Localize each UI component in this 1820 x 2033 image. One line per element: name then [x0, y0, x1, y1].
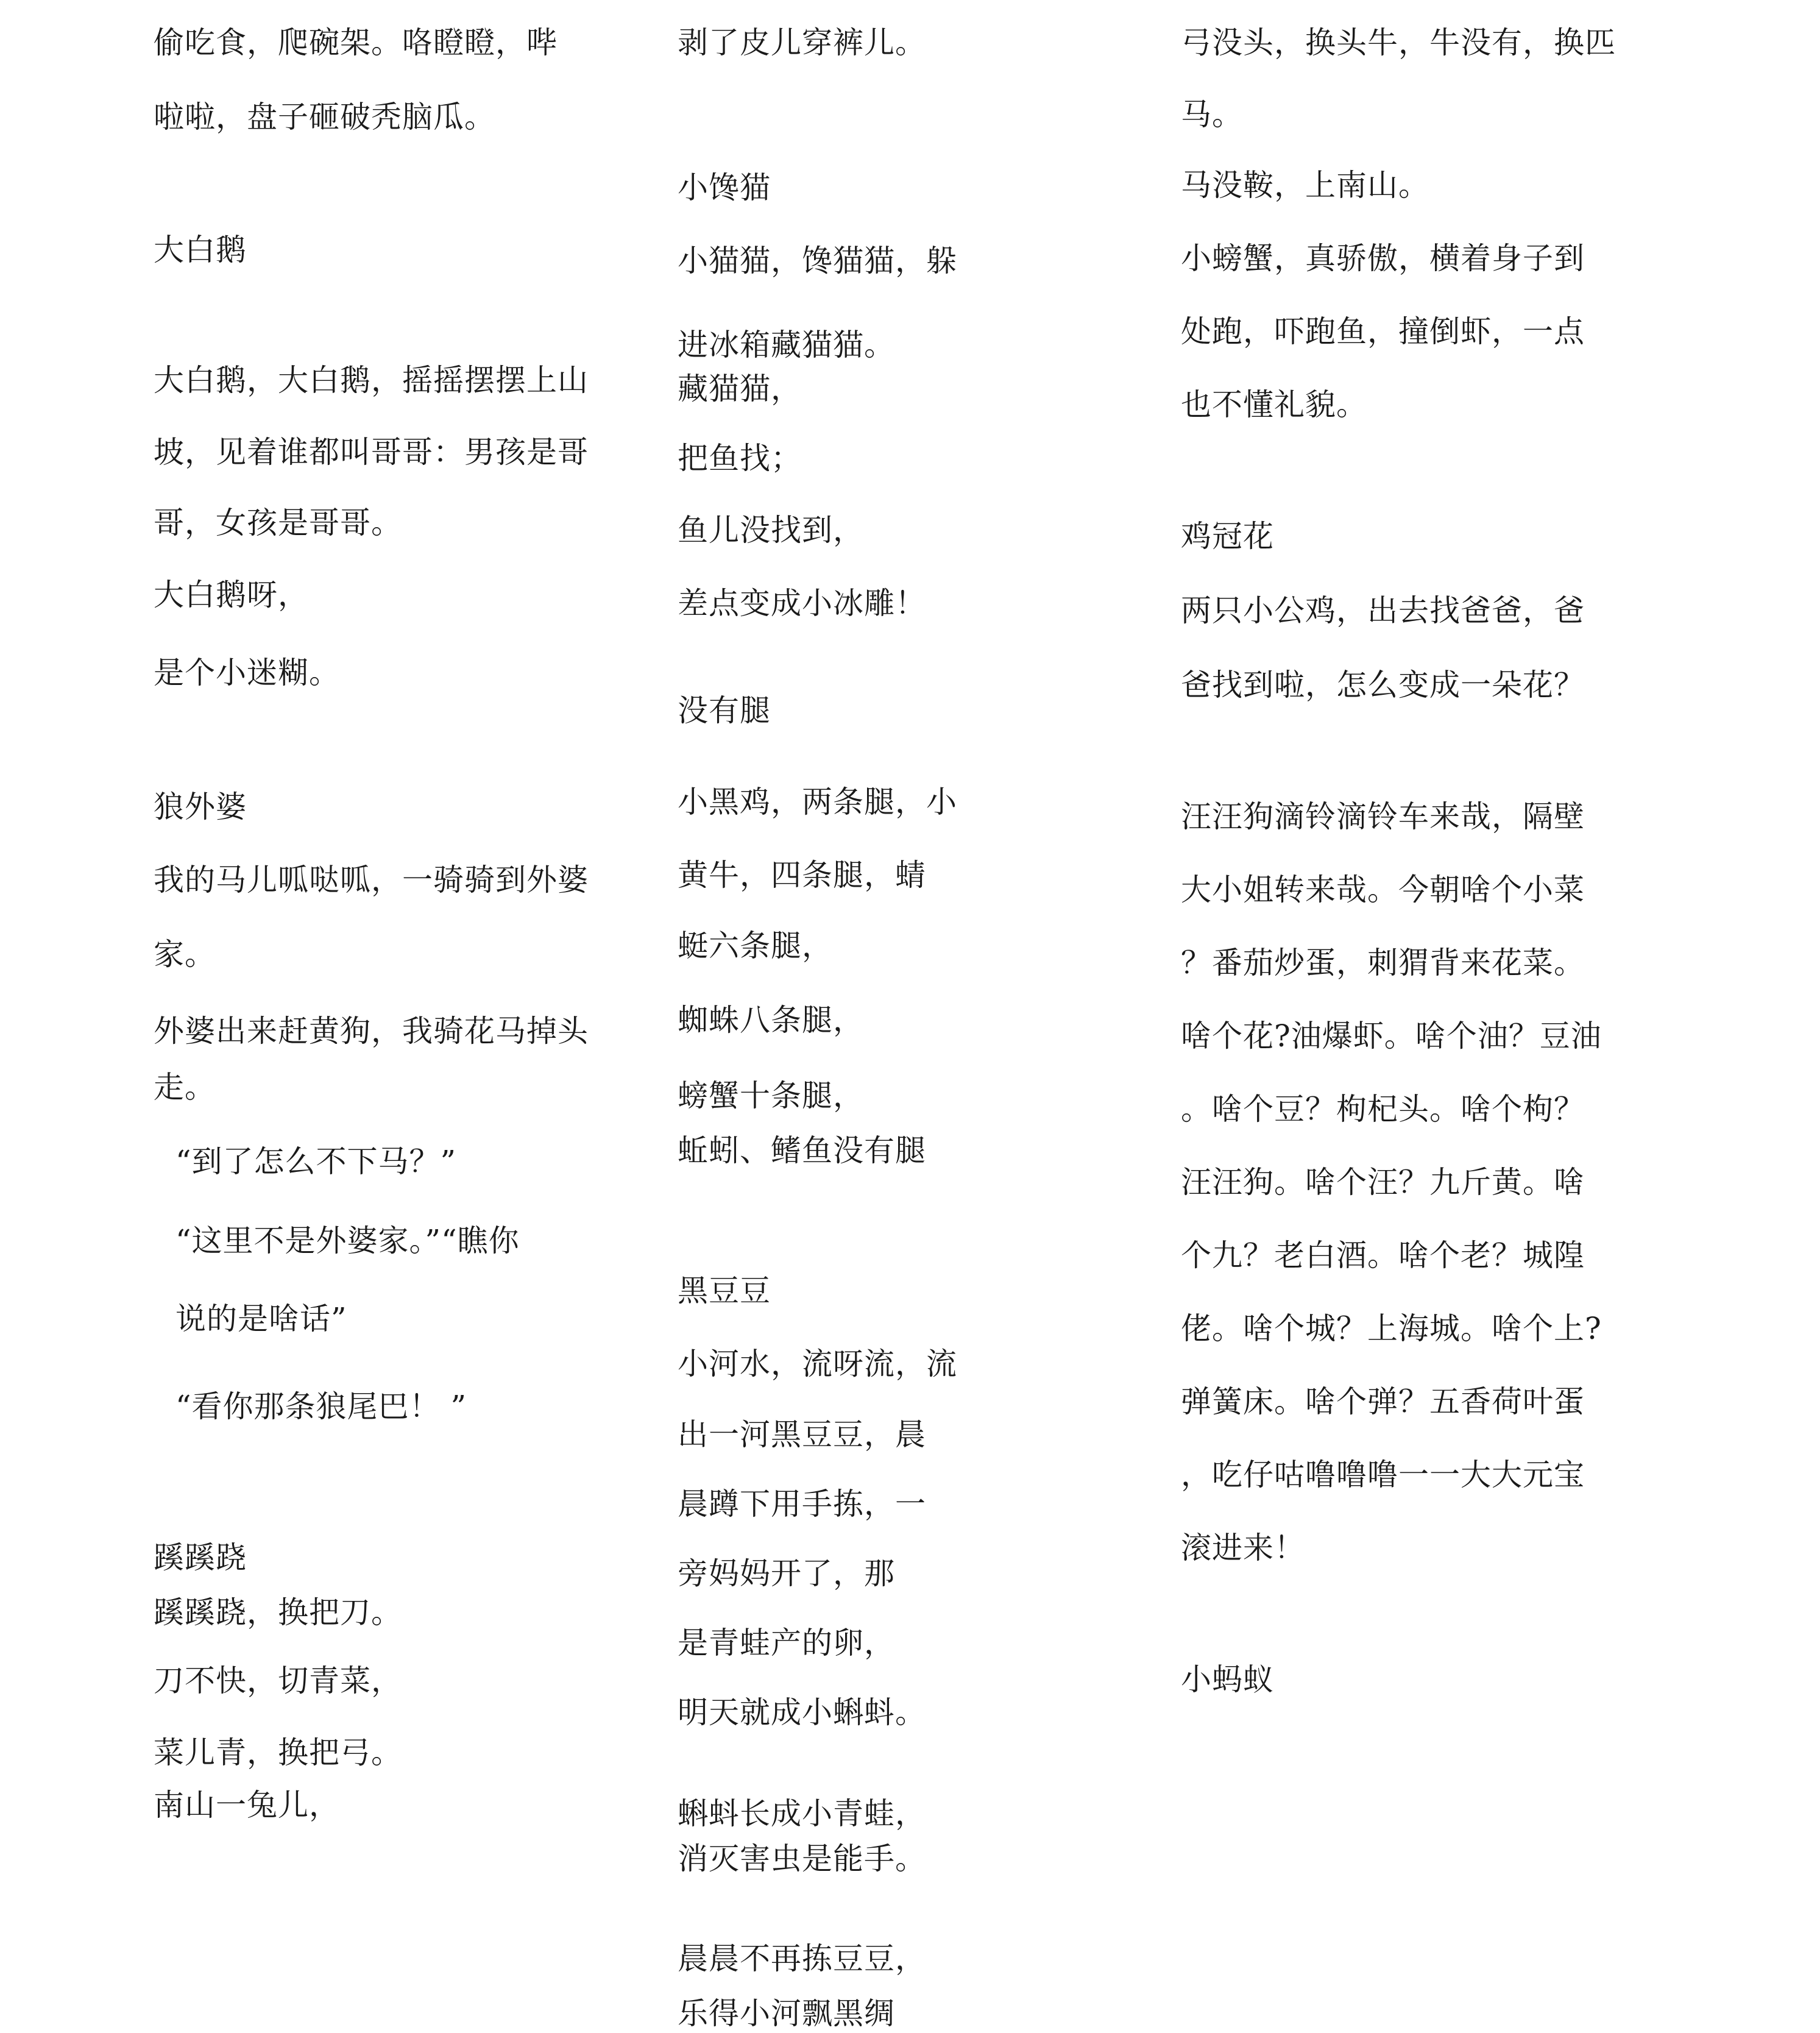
text-line: 是个小迷糊。: [154, 655, 340, 690]
text-line: “看你那条狼尾巴！ ”: [175, 1389, 467, 1424]
text-line: 哥，女孩是哥哥。: [154, 505, 402, 541]
text-line: 大小姐转来哉。今朝啥个小菜: [1181, 872, 1585, 907]
text-line: 啥个花?油爆虾。啥个油？豆油: [1181, 1018, 1602, 1054]
text-line: 乐得小河飘黑绸: [678, 1996, 895, 2031]
poem-title: 黑豆豆: [678, 1273, 771, 1308]
text-line: 差点变成小冰雕！: [678, 586, 926, 621]
text-line: 消灭害虫是能手。: [678, 1841, 926, 1876]
text-line: 两只小公鸡，出去找爸爸，爸: [1181, 593, 1585, 628]
text-line: 蚯蚓、鳍鱼没有腿: [678, 1133, 926, 1168]
text-line: 南山一兔儿，: [154, 1787, 340, 1823]
text-line: 剥了皮儿穿裤儿。: [678, 25, 926, 60]
poem-title: 蹊蹊跷: [154, 1540, 247, 1575]
text-line: 晨晨不再拣豆豆，: [678, 1941, 926, 1976]
text-line: 螃蟹十条腿，: [678, 1078, 864, 1113]
text-line: 进冰箱藏猫猫。: [678, 327, 895, 363]
text-line: 鱼儿没找到，: [678, 513, 864, 548]
text-line: “到了怎么不下马？”: [175, 1144, 457, 1179]
text-line: 小螃蟹，真骄傲，横着身子到: [1181, 241, 1585, 276]
text-line: 处跑，吓跑鱼，撞倒虾，一点: [1181, 314, 1585, 349]
text-line: 走。: [154, 1070, 216, 1105]
text-line: 滚进来！: [1181, 1530, 1305, 1566]
text-line: 也不懂礼貌。: [1181, 387, 1367, 422]
text-line: 家。: [154, 937, 216, 972]
text-line: 马没鞍，上南山。: [1181, 168, 1429, 203]
text-line: ，吃仔咕噜噜噜一一大大元宝: [1181, 1457, 1585, 1492]
text-line: 把鱼找；: [678, 441, 802, 476]
text-line: 。啥个豆？枸杞头。啥个枸？: [1181, 1091, 1585, 1127]
text-line: 黄牛，四条腿，蜻: [678, 857, 926, 893]
text-line: 啦啦，盘子砸破秃脑瓜。: [154, 99, 495, 135]
text-line: 蜓六条腿，: [678, 928, 833, 963]
text-line: 外婆出来赶黄狗，我骑花马掉头: [154, 1013, 589, 1049]
text-line: 爸找到啦，怎么变成一朵花？: [1181, 667, 1585, 703]
text-line: 佬。啥个城？上海城。啥个上?: [1181, 1311, 1602, 1346]
text-line: 旁妈妈开了，那: [678, 1556, 895, 1591]
text-line: 刀不快，切青菜，: [154, 1663, 402, 1698]
text-line: 个九？老白酒。啥个老？城隍: [1181, 1238, 1585, 1273]
text-line: 明天就成小蝌蚪。: [678, 1695, 926, 1730]
text-line: 我的马儿呱哒呱，一骑骑到外婆: [154, 862, 589, 898]
text-line: 马。: [1181, 97, 1243, 132]
text-line: 是青蛙产的卵，: [678, 1625, 895, 1661]
text-line: 菜儿青，换把弓。: [154, 1735, 402, 1770]
poem-title: 小馋猫: [678, 170, 771, 205]
text-line: 偷吃食，爬碗架。咯瞪瞪，哔: [154, 25, 558, 60]
text-line: “这里不是外婆家。”“瞧你: [175, 1223, 520, 1258]
text-line: 汪汪狗滴铃滴铃车来哉，隔壁: [1181, 799, 1585, 834]
poem-title: 大白鹅: [154, 232, 247, 268]
text-line: 说的是啥话”: [175, 1301, 347, 1336]
text-line: 汪汪狗。啥个汪？九斤黄。啥: [1181, 1165, 1585, 1200]
text-line: ？番茄炒蛋，刺猬背来花菜。: [1181, 945, 1585, 981]
text-line: 大白鹅，大白鹅，摇摇摆摆上山: [154, 363, 589, 398]
poem-title: 鸡冠花: [1181, 519, 1274, 554]
poem-title: 狼外婆: [154, 789, 247, 825]
text-line: 小河水，流呀流，流: [678, 1346, 957, 1382]
text-line: 蝌蚪长成小青蛙，: [678, 1796, 926, 1831]
text-line: 藏猫猫，: [678, 371, 802, 406]
poem-title: 小蚂蚁: [1181, 1662, 1274, 1697]
text-line: 小猫猫，馋猫猫，躲: [678, 243, 957, 279]
text-line: 弹簧床。啥个弹？五香荷叶蛋: [1181, 1384, 1585, 1419]
text-line: 蜘蛛八条腿，: [678, 1002, 864, 1038]
text-line: 蹊蹊跷，换把刀。: [154, 1595, 402, 1630]
text-line: 弓没头，换头牛，牛没有，换匹: [1181, 25, 1616, 60]
text-line: 小黑鸡，两条腿，小: [678, 784, 957, 820]
text-line: 大白鹅呀，: [154, 577, 309, 612]
text-line: 坡，见着谁都叫哥哥：男孩是哥: [154, 435, 589, 470]
poem-title: 没有腿: [678, 693, 771, 728]
text-line: 晨蹲下用手拣，一: [678, 1486, 926, 1522]
text-line: 出一河黑豆豆，晨: [678, 1417, 926, 1452]
